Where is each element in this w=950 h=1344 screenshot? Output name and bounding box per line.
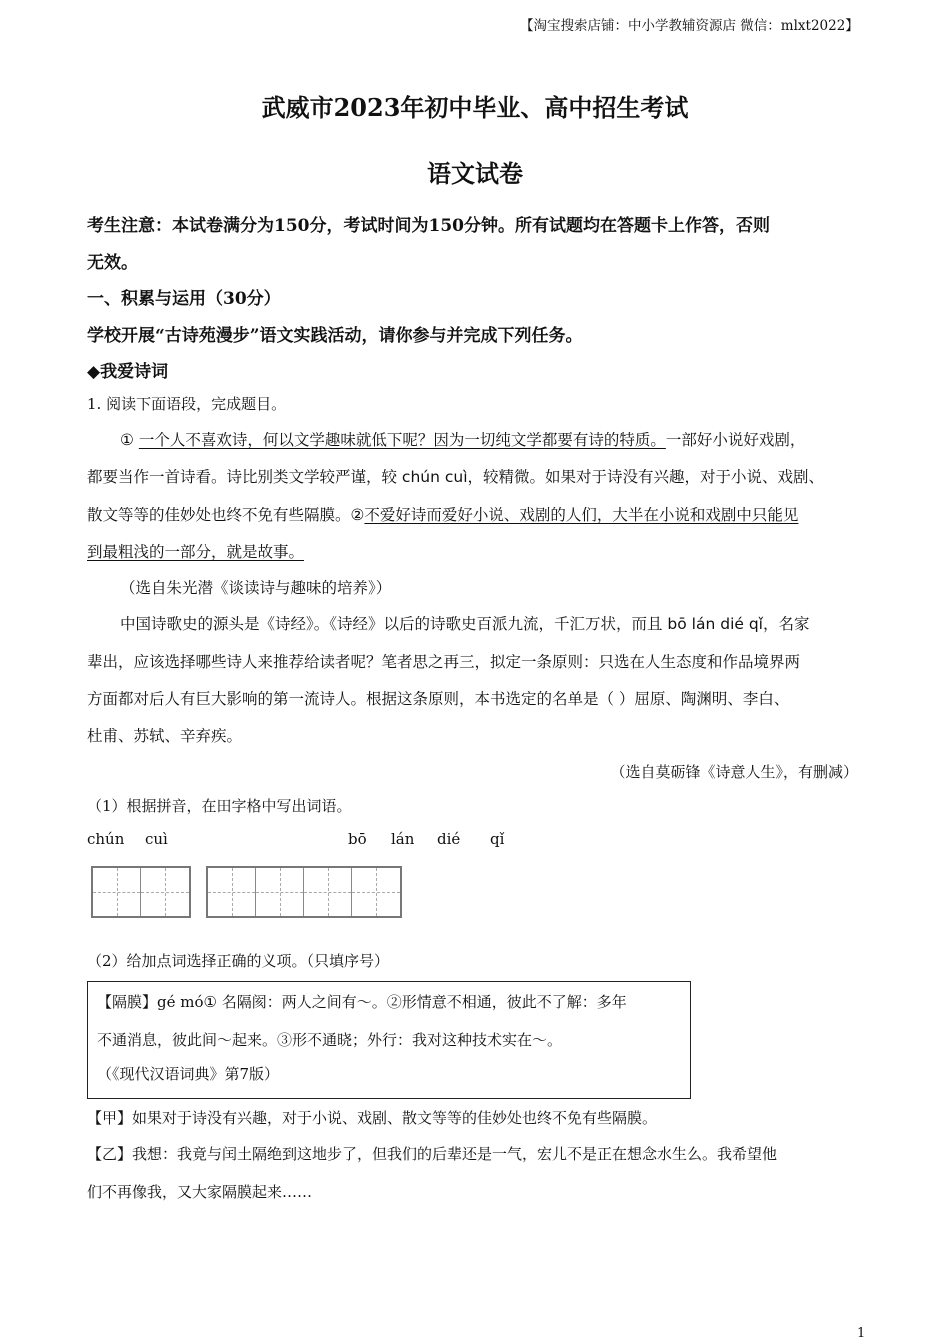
question-1: 1. 阅读下面语段，完成题目。 (87, 395, 287, 413)
page-number: 1 (857, 1326, 866, 1341)
pinyin-die: dié (437, 830, 461, 848)
pinyin-lan: lán (391, 830, 415, 848)
section-heading: 一、积累与运用（30分） (87, 289, 281, 309)
header-note: 【淘宝搜索店铺：中小学教辅资源店 微信：mlxt2022】 (520, 18, 859, 34)
tianzige-cell[interactable] (304, 868, 352, 916)
pinyin-chun: chún (87, 830, 125, 848)
passage1-line4 (87, 540, 304, 562)
passage2-line1: 中国诗歌史的源头是《诗经》。《诗经》以后的诗歌史百派九流，千汇万状，而且 bō lán dié qǐ，名家 (120, 615, 810, 633)
tianzige-cell[interactable] (352, 868, 400, 916)
passage2-line3: 方面都对后人有巨大影响的第一流诗人。根据这条原则，本书选定的名单是（ ）屈原、陶渊明、李白、 (87, 690, 790, 708)
tianzige-grid-2[interactable] (91, 866, 191, 918)
definition-line2: 不通消息，彼此间～起来。③形不通晓；外行：我对这种技术实在～。 (97, 1031, 563, 1049)
tianzige-cell[interactable] (208, 868, 256, 916)
tianzige-cell[interactable] (256, 868, 304, 916)
passage1-line1 (120, 428, 805, 450)
definition-line1: 【隔膜】gé mó① 名隔阂：两人之间有～。②形情意不相通，彼此不了解：多年 (97, 993, 627, 1011)
example-jia: 【甲】如果对于诗没有兴趣，对于小说、戏剧、散文等等的佳妙处也终不免有些隔膜。 (87, 1109, 658, 1127)
definition-source: （《现代汉语词典》第7版） (97, 1065, 280, 1083)
exam-title: 武威市2023年初中毕业、高中招生考试 (261, 93, 689, 122)
sub-question-1: （1）根据拼音，在田字格中写出词语。 (87, 797, 352, 815)
passage2-line4: 杜甫、苏轼、辛弃疾。 (87, 727, 243, 745)
example-yi-line2: 们不再像我，又大家隔膜起来…… (87, 1183, 313, 1201)
passage1-line3 (87, 503, 798, 525)
sub-question-2: （2）给加点词选择正确的义项。（只填序号） (87, 952, 390, 970)
underlined-sentence-2: 不爱好诗而爱好小说、戏剧的人们，大半在小说和戏剧中只能见 (364, 506, 799, 524)
notice-line-2: 无效。 (87, 253, 138, 273)
tianzige-cell[interactable] (141, 868, 189, 916)
notice-line-1: 考生注意：本试卷满分为150分，考试时间为150分钟。所有试题均在答题卡上作答，否则 (87, 216, 770, 236)
pinyin-cui: cuì (145, 830, 168, 848)
underlined-sentence-2-cont: 到最粗浅的一部分，就是故事。 (87, 543, 305, 561)
passage1-marker: ① (120, 431, 134, 449)
tianzige-cell[interactable] (93, 868, 141, 916)
pinyin-qi: qǐ (490, 830, 505, 848)
sub-heading: ◆我爱诗词 (87, 362, 169, 382)
passage1-text: 散文等等的佳妙处也终不免有些隔膜。② (87, 506, 365, 524)
task-intro: 学校开展“古诗苑漫步”语文实践活动，请你参与并完成下列任务。 (87, 326, 583, 346)
passage2-source: （选自莫砺锋《诗意人生》，有删减） (610, 763, 858, 781)
pinyin-bo: bō (348, 830, 367, 848)
underlined-sentence-1: 一个人不喜欢诗，何以文学趣味就低下呢？因为一切纯文学都要有诗的特质。 (138, 431, 666, 449)
tianzige-grid-4[interactable] (206, 866, 402, 918)
example-yi-line1: 【乙】我想：我竟与闰土隔绝到这地步了，但我们的后辈还是一气，宏儿不是正在想念水生么。我希望他 (87, 1145, 778, 1163)
passage2-line2: 辈出，应该选择哪些诗人来推荐给读者呢？笔者思之再三，拟定一条原则：只选在人生态度和作品境界两 (87, 653, 801, 671)
exam-subtitle: 语文试卷 (427, 159, 523, 188)
passage1-text: 一部好小说好戏剧， (665, 431, 806, 449)
passage1-source: （选自朱光潜《谈读诗与趣味的培养》） (120, 579, 392, 597)
passage1-line2: 都要当作一首诗看。诗比别类文学较严谨，较 chún cuì，较精微。如果对于诗没有兴趣，对于小说、戏剧、 (87, 468, 825, 486)
